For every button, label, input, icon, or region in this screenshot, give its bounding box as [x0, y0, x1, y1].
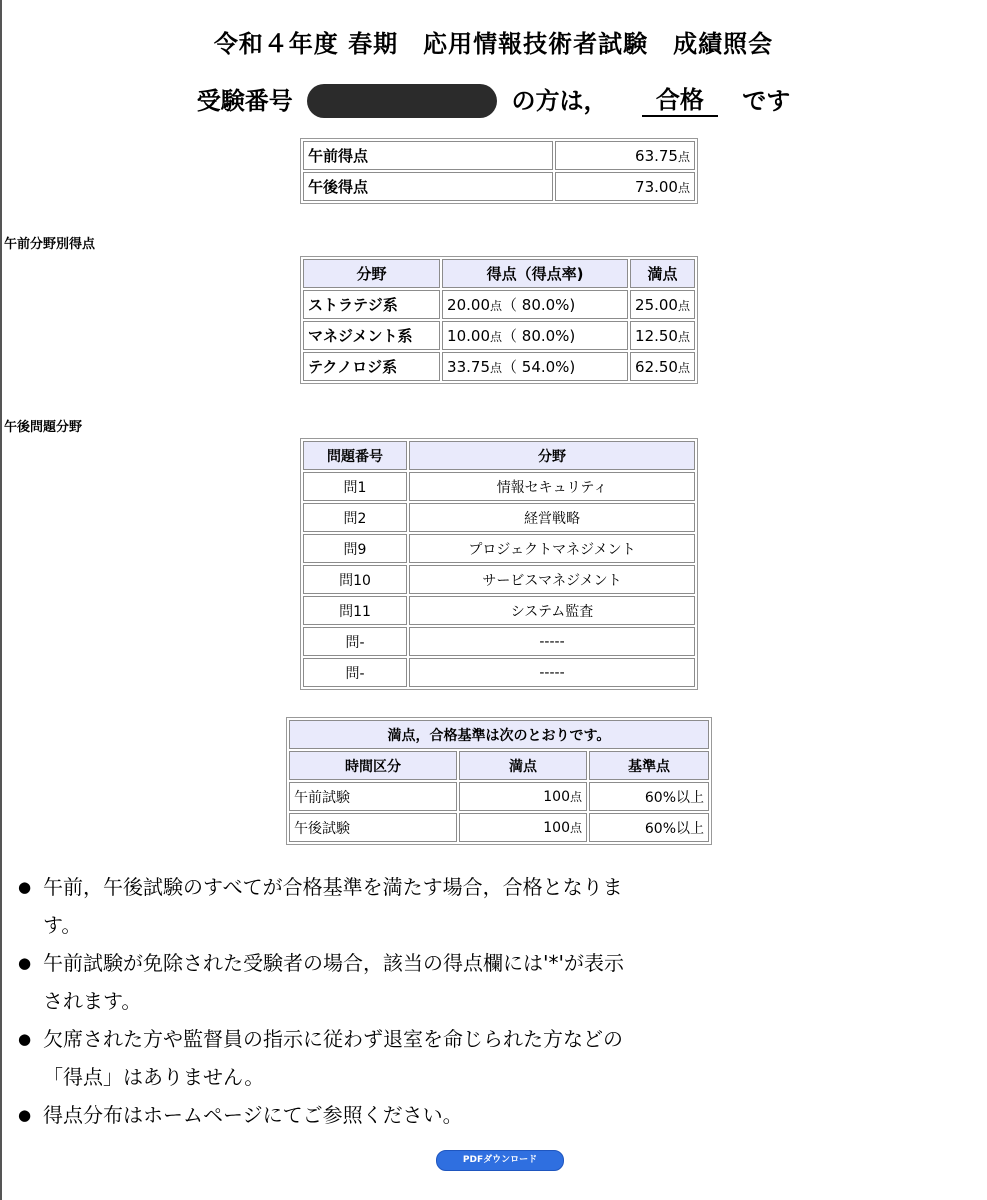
max-unit: 点: [677, 298, 690, 313]
pdf-download-button[interactable]: PDFダウンロード: [436, 1150, 564, 1171]
max-score: 25.00: [635, 295, 678, 314]
table-row: [303, 321, 695, 350]
score-label: 午前得点: [303, 141, 553, 170]
question-field: プロジェクトマネジメント: [409, 534, 695, 563]
max-cell: [459, 782, 587, 811]
score-unit: 点: [490, 330, 503, 344]
score-value-cell: [555, 172, 695, 201]
pass-threshold: 60%以上: [589, 782, 709, 811]
max-score: 100: [543, 789, 570, 805]
question-number: 問11: [303, 596, 407, 625]
max-unit: 点: [569, 821, 582, 835]
column-header: 時間区分: [289, 751, 457, 780]
score-cell: [442, 321, 628, 350]
question-number: 問-: [303, 627, 407, 656]
period-label: 午後試験: [289, 813, 457, 842]
table-header-row: [303, 441, 695, 470]
question-field: -----: [409, 658, 695, 687]
pm-questions-table: [300, 438, 698, 690]
column-header: 得点（得点率): [442, 259, 628, 288]
score-unit: 点: [677, 180, 690, 195]
max-score: 100: [543, 820, 570, 836]
score-rate: （ 54.0%): [502, 358, 576, 376]
list-item: ● 午前，午後試験のすべてが合格基準を満たす場合，合格となります。: [43, 868, 643, 944]
score-cell: [442, 290, 628, 319]
score-unit: 点: [677, 149, 690, 164]
period-label: 午前試験: [289, 782, 457, 811]
field-score: 20.00: [447, 296, 490, 314]
am-breakdown-table: [300, 256, 698, 384]
column-header: 満点: [630, 259, 695, 288]
field-name: ストラテジ系: [303, 290, 440, 319]
max-cell: [630, 352, 695, 381]
question-number: 問10: [303, 565, 407, 594]
table-row: [303, 503, 695, 532]
score-cell: [442, 352, 628, 381]
score-value: 73.00: [635, 177, 678, 196]
question-field: システム監査: [409, 596, 695, 625]
max-unit: 点: [677, 360, 690, 375]
page-title: 令和４年度 春期 応用情報技術者試験 成績照会: [213, 30, 774, 58]
column-header: 問題番号: [303, 441, 407, 470]
result-prefix: 受験番号: [196, 87, 293, 115]
table-row: [303, 596, 695, 625]
list-item: ● 欠席された方や監督員の指示に従わず退室を命じられた方などの「得点」はありません。: [43, 1020, 643, 1096]
question-field: 情報セキュリティ: [409, 472, 695, 501]
table-row: [303, 141, 695, 170]
field-name: テクノロジ系: [303, 352, 440, 381]
max-score: 62.50: [635, 357, 678, 376]
list-item: ● 得点分布はホームページにてご参照ください。: [43, 1096, 643, 1134]
table-header-row: [303, 259, 695, 288]
page-left-border: [0, 0, 2, 1200]
max-unit: 点: [677, 329, 690, 344]
score-value-cell: [555, 141, 695, 170]
table-row: [303, 290, 695, 319]
score-rate: （ 80.0%): [502, 296, 576, 314]
question-field: 経営戦略: [409, 503, 695, 532]
column-header: 分野: [303, 259, 440, 288]
column-header: 分野: [409, 441, 695, 470]
question-number: 問-: [303, 658, 407, 687]
score-summary-table: [300, 138, 698, 204]
am-section-heading: 午前分野別得点: [4, 237, 96, 252]
result-middle: の方は，: [511, 87, 608, 115]
criteria-table: [286, 717, 712, 845]
field-score: 10.00: [447, 327, 490, 345]
criteria-caption: 満点，合格基準は次のとおりです。: [289, 720, 709, 749]
max-score: 12.50: [635, 326, 678, 345]
column-header: 満点: [459, 751, 587, 780]
table-row: [303, 565, 695, 594]
table-row: [289, 782, 709, 811]
table-row: [303, 172, 695, 201]
question-field: -----: [409, 627, 695, 656]
question-number: 問9: [303, 534, 407, 563]
score-rate: （ 80.0%): [502, 327, 576, 345]
pass-threshold: 60%以上: [589, 813, 709, 842]
score-unit: 点: [490, 299, 503, 313]
table-caption-row: [289, 720, 709, 749]
notes-list: [18, 868, 643, 1134]
result-suffix: です: [742, 87, 791, 115]
score-label: 午後得点: [303, 172, 553, 201]
max-cell: [630, 321, 695, 350]
table-row: [303, 472, 695, 501]
score-unit: 点: [490, 361, 503, 375]
result-line: [0, 80, 987, 120]
redacted-exam-number: [307, 84, 497, 118]
table-row: [289, 813, 709, 842]
column-header: 基準点: [589, 751, 709, 780]
question-number: 問1: [303, 472, 407, 501]
list-item: ● 午前試験が免除された受験者の場合，該当の得点欄には'*'が表示されます。: [43, 944, 643, 1020]
question-field: サービスマネジメント: [409, 565, 695, 594]
score-value: 63.75: [635, 146, 678, 165]
max-cell: [459, 813, 587, 842]
question-number: 問2: [303, 503, 407, 532]
table-row: [303, 658, 695, 687]
max-cell: [630, 290, 695, 319]
table-row: [303, 534, 695, 563]
result-status: 合格: [642, 85, 718, 117]
pm-section-heading: 午後問題分野: [4, 420, 83, 435]
table-row: [303, 627, 695, 656]
field-name: マネジメント系: [303, 321, 440, 350]
max-unit: 点: [569, 790, 582, 804]
field-score: 33.75: [447, 358, 490, 376]
table-row: [303, 352, 695, 381]
table-header-row: [289, 751, 709, 780]
